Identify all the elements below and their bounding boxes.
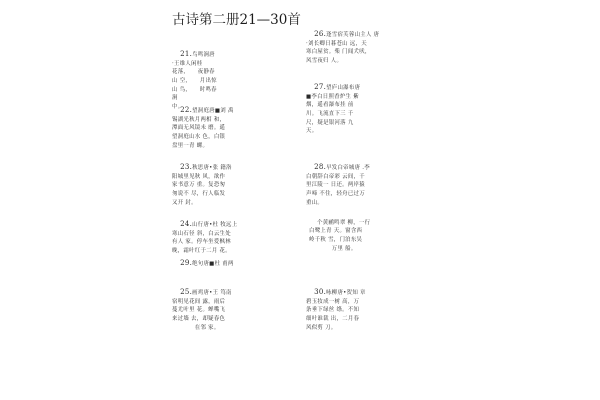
poem-number: 21. (180, 49, 193, 58)
poem-text: 望洞庭唐■刘 禹 锡湖光秋月两相 和， 潭面无风镜未 磨。遥 望洞庭山水 色，白银 盘里一青 螺。 (172, 107, 234, 149)
poem-text: 秋思唐•张 籍洛 阳城里见秋 风，欲作 家书意万 重。复恐匆 匆说不 尽，行人临发 又开 封。 (172, 164, 232, 206)
poem-text: 咏柳唐•贺知 章 碧玉妆成一树 高，万 条垂下绿丝 绦。不知 细叶谁裁 出，二月春 风似剪 刀。 (306, 289, 366, 331)
poem-number: 28. (314, 162, 327, 171)
poem-number: 25. (180, 287, 193, 296)
poem-text: 早发白帝城唐 .李 白朝辞白帝彩 云间，千 里江陵一 日还。两岸猿 声啼 不住，轻舟已过万 重山。 (306, 164, 370, 206)
poem-text: 望庐山瀑布唐 ■李白日照香炉生 紫 烟，遥看瀑布挂 前 川。飞流直下三 千 尺，疑是银河落 九 天。 (306, 84, 361, 135)
poem-text: 山行唐•杜 牧远上 寒山石径 斜，白云生处 有人 家。停车坐爱枫林 晚，霜叶红于二月 花。 (172, 221, 238, 255)
poem-27 (306, 73, 360, 145)
poem-29-continuation (309, 210, 370, 262)
poem-25 (172, 278, 232, 341)
poem-text: 画鸡唐•王 笃南 宿明见花间 露，雨后 蔓尤叶里 花。蝉嘴飞 来过墙 去，却疑春色 在邻 家。 (172, 289, 232, 331)
poem-number: 24. (180, 219, 193, 228)
poem-number: 27. (314, 82, 327, 91)
poem-29 (172, 249, 234, 277)
poem-text: 个黄鹂鸣翠 柳，一行 白鹭上青 天。窗含西 岭千秋 雪，门泊东吴 万里 船。 (309, 219, 371, 252)
poem-28 (306, 153, 370, 216)
poem-22 (172, 96, 234, 159)
poem-30 (306, 278, 366, 341)
page-title: 古诗第二册21—30首 (172, 12, 301, 28)
poem-number: 26. (314, 29, 327, 38)
poem-number: 23. (180, 162, 193, 171)
poem-23 (172, 153, 232, 216)
poem-number: 29. (180, 258, 193, 267)
poem-number: 22. (180, 105, 193, 114)
poem-text: 逢雪宿芙蓉山主人 唐 ·刘长卿日暮苍山 远，天 寒白屋贫。柴 门闻犬吠， 风雪夜归 人。 (306, 31, 380, 65)
poem-number: 30. (314, 287, 327, 296)
poem-text: 绝句唐■杜 甫两 (192, 260, 234, 267)
poem-26 (306, 20, 379, 74)
poem-text: 鸟鸣涧唐 ·王维人闲桂 花落， 夜静春 山 空， 月出惊 山 鸟， 时鸣春 涧 中。 (172, 51, 217, 111)
